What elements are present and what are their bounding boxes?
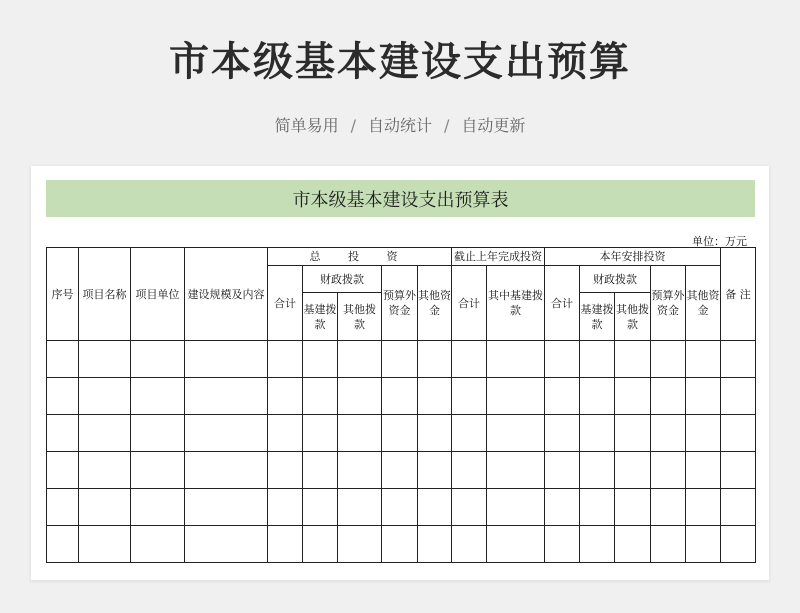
- col-remarks: 备 注: [721, 248, 756, 341]
- col-other-fiscal: 其他拨款: [338, 293, 382, 341]
- tag-auto-stat: 自动统计: [367, 116, 432, 135]
- feature-tagline: [0, 113, 800, 136]
- col-other-funds: 其他资金: [418, 266, 452, 341]
- col-cum-total: 合计: [452, 266, 487, 341]
- separator: /: [350, 116, 356, 135]
- col-seq: 序号: [47, 248, 79, 341]
- col-ty-other-fiscal: 其他拨款: [615, 293, 651, 341]
- budget-table: [46, 247, 756, 563]
- unit-label: 单位：万元: [692, 235, 747, 248]
- col-cumulative: 截止上年完成投资: [452, 248, 545, 266]
- col-off-budget: 预算外资金: [382, 266, 418, 341]
- col-total: 合计: [268, 266, 303, 341]
- table-row: [47, 526, 756, 563]
- col-total-investment: 总 投 资: [268, 248, 452, 266]
- col-project-unit: 项目单位: [131, 248, 185, 341]
- sheet-title-banner: 市本级基本建设支出预算表: [46, 180, 755, 217]
- col-cum-basic: 其中基建拨款: [487, 266, 545, 341]
- col-this-year: 本年安排投资: [545, 248, 721, 266]
- spreadsheet-preview: [31, 166, 769, 580]
- table-row: [47, 378, 756, 415]
- col-ty-total: 合计: [545, 266, 580, 341]
- col-scale: 建设规模及内容: [185, 248, 268, 341]
- tag-easy: 简单易用: [274, 116, 339, 135]
- tag-auto-update: 自动更新: [461, 116, 526, 135]
- col-basic: 基建拨款: [303, 293, 338, 341]
- col-ty-other-funds: 其他资金: [686, 266, 721, 341]
- col-ty-fiscal: 财政拨款: [580, 266, 651, 293]
- table-row: [47, 415, 756, 452]
- col-ty-basic: 基建拨款: [580, 293, 615, 341]
- separator: /: [444, 116, 450, 135]
- table-row: [47, 489, 756, 526]
- col-ty-off-budget: 预算外资金: [651, 266, 686, 341]
- table-row: [47, 452, 756, 489]
- table-row: [47, 341, 756, 378]
- col-fiscal: 财政拨款: [303, 266, 382, 293]
- col-project-name: 项目名称: [79, 248, 131, 341]
- page-title: 市本级基本建设支出预算: [169, 39, 631, 85]
